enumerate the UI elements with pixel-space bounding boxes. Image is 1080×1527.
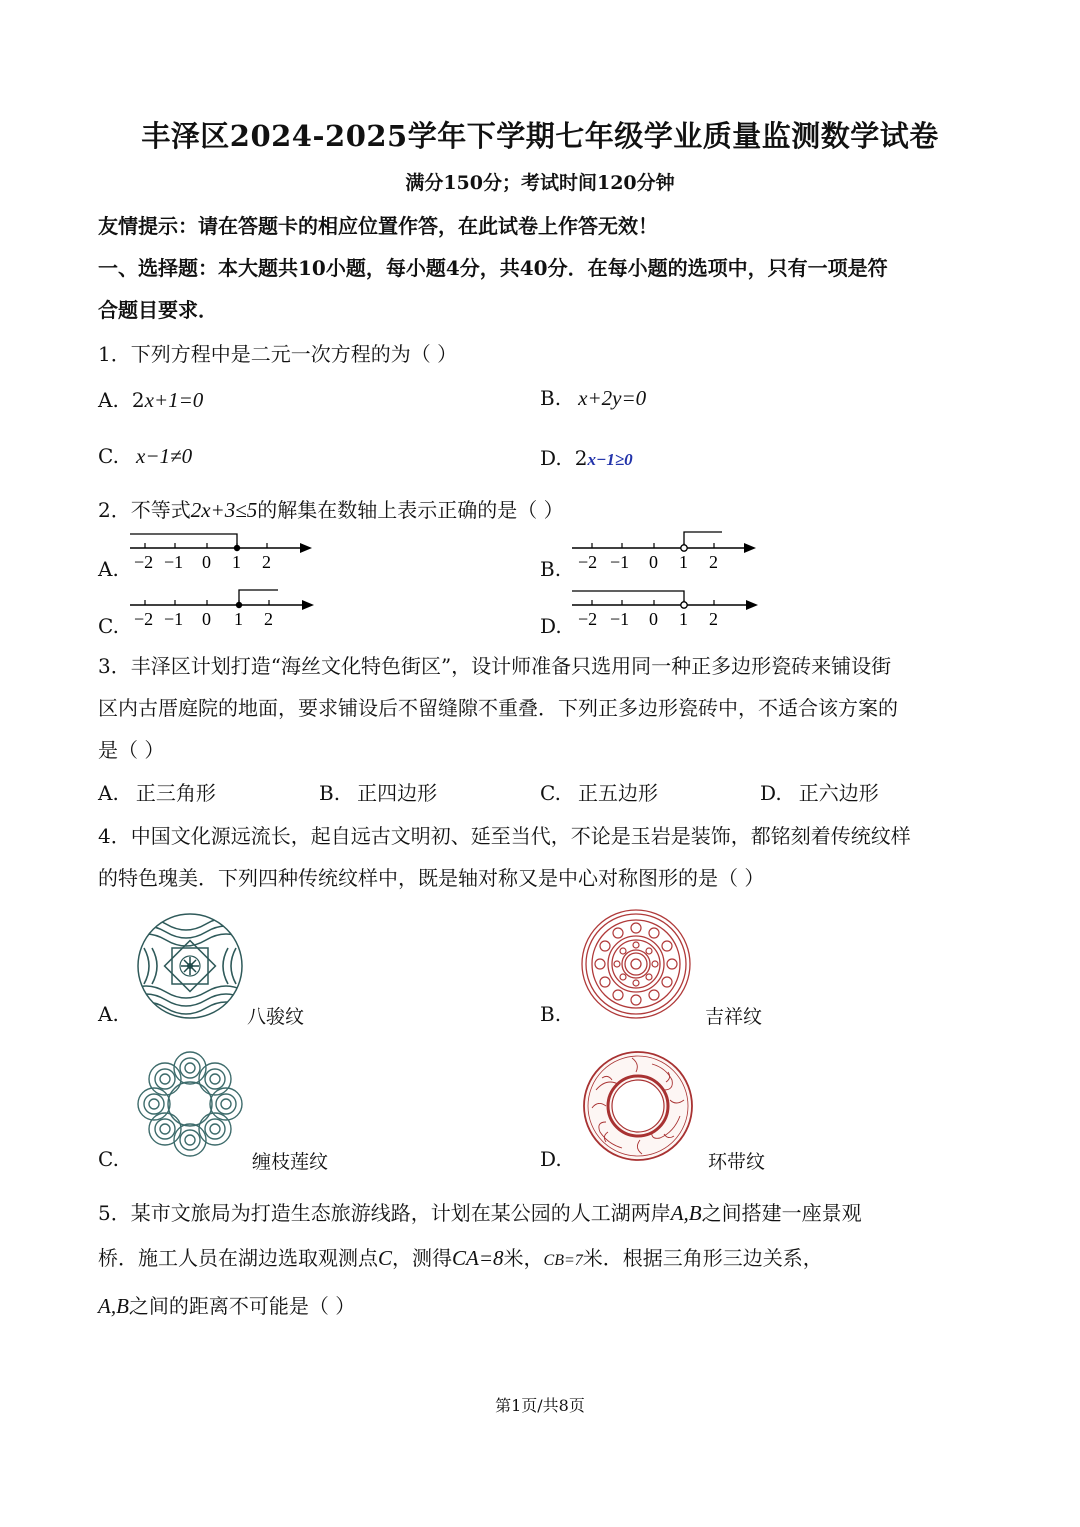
option-label: C. <box>540 781 561 805</box>
q5-l2-ca: CA=8 <box>452 1246 504 1270</box>
q4-line1: 4．中国文化源远流长，起自远古文明初、延至当代，不论是玉岩是装饰，都铭刻着传统纹样 <box>98 824 911 848</box>
option-expr: x−1≠0 <box>136 444 193 468</box>
tick-label: −2 <box>134 609 154 629</box>
q5-l1-expr: A,B <box>670 1201 702 1225</box>
tick-label: −1 <box>610 552 630 572</box>
q3-line3: 是（ ） <box>98 738 165 762</box>
q1-stem: 1．下列方程中是二元一次方程的为（ ） <box>98 342 458 366</box>
option-expr: x+1=0 <box>144 388 204 412</box>
q3-option-b <box>319 777 437 806</box>
q2-option-b-label: B. <box>540 557 562 581</box>
page-footer: 第1页/共8页 <box>495 1396 585 1415</box>
q2-number-line-a <box>128 530 328 570</box>
q5-l2-cb: CB=7 <box>543 1252 583 1269</box>
q5-l2-a: 桥．施工人员在湖边选取观测点 <box>98 1246 378 1270</box>
tick-label: −1 <box>610 609 630 629</box>
page-subtitle: 满分150分；考试时间120分钟 <box>405 172 675 194</box>
tick-label: −1 <box>164 609 184 629</box>
pattern-c-image <box>134 1048 246 1160</box>
section-heading-line2: 合题目要求． <box>98 298 218 322</box>
q3-option-d <box>760 777 879 806</box>
option-text: 正五边形 <box>578 781 659 805</box>
q4-option-d-name: 环带纹 <box>708 1151 766 1173</box>
q1-option-d <box>540 446 633 470</box>
q3-option-c <box>540 777 658 806</box>
tick-label: 2 <box>264 609 273 629</box>
option-prefix: 2 <box>131 388 145 412</box>
pattern-d-image <box>582 1050 694 1162</box>
q3-line1: 3．丰泽区计划打造“海丝文化特色街区”，设计师准备只选用同一种正多边形瓷砖来铺设街 <box>98 654 892 678</box>
tick-label: 0 <box>649 609 658 629</box>
q4-option-b-label: B. <box>540 1002 562 1026</box>
q2-number-line-b <box>570 530 770 570</box>
option-label: D. <box>760 781 782 805</box>
q5-l1-after: 之间搭建一座景观 <box>701 1201 862 1225</box>
q1-option-c <box>98 444 192 469</box>
option-label: A. <box>98 781 119 805</box>
option-text: 正四边形 <box>357 781 438 805</box>
page-title: 丰泽区2024-2025学年下学期七年级学业质量监测数学试卷 <box>141 119 939 153</box>
q2-stem-before: 2．不等式 <box>98 498 191 522</box>
tick-label: 1 <box>232 552 241 572</box>
q4-option-a-label: A. <box>98 1002 119 1026</box>
option-label: D. <box>540 446 562 470</box>
tick-label: 1 <box>679 609 688 629</box>
option-text: 正三角形 <box>135 781 216 805</box>
tick-label: 0 <box>202 552 211 572</box>
option-label: A. <box>98 388 119 412</box>
q2-number-line-c <box>128 587 328 627</box>
q5-line1 <box>98 1197 862 1226</box>
q5-l3-after: 之间的距离不可能是（ ） <box>128 1294 356 1318</box>
tick-label: 0 <box>202 609 211 629</box>
option-expr: x+2y=0 <box>578 386 647 410</box>
q2-stem <box>98 494 564 523</box>
tick-label: 0 <box>649 552 658 572</box>
q1-option-a <box>98 388 203 413</box>
q1-option-b <box>540 386 646 411</box>
tick-label: 1 <box>234 609 243 629</box>
q2-option-a-label: A. <box>98 557 119 581</box>
tick-label: 2 <box>709 552 718 572</box>
q5-l3-expr: A,B <box>98 1294 129 1318</box>
q2-option-c-label: C. <box>98 614 119 638</box>
section-heading-line1: 一、选择题：本大题共10小题，每小题4分，共40分．在每小题的选项中，只有一项是符 <box>98 256 888 280</box>
q5-line3 <box>98 1290 355 1319</box>
q5-l1-before: 5．某市文旅局为打造生态旅游线路，计划在某公园的人工湖两岸 <box>98 1201 671 1225</box>
pattern-a-image <box>136 912 244 1020</box>
tick-label: −2 <box>134 552 154 572</box>
tick-label: 2 <box>709 609 718 629</box>
tick-label: 1 <box>679 552 688 572</box>
tick-label: 2 <box>262 552 271 572</box>
q5-l2-b: ，测得 <box>392 1246 453 1270</box>
q5-l2-d: 米．根据三角形三边关系， <box>582 1246 823 1270</box>
q2-number-line-d <box>570 587 770 627</box>
q3-option-a <box>98 777 216 806</box>
option-expr: x−1≥0 <box>587 450 633 469</box>
option-text: 正六边形 <box>798 781 879 805</box>
q4-option-b-name: 吉祥纹 <box>705 1006 763 1028</box>
q3-line2: 区内古厝庭院的地面，要求铺设后不留缝隙不重叠．下列正多边形瓷砖中，不适合该方案的 <box>98 696 898 720</box>
option-label: B. <box>319 781 341 805</box>
tick-label: −1 <box>164 552 184 572</box>
q2-stem-after: 的解集在数轴上表示正确的是（ ） <box>257 498 564 522</box>
q5-line2 <box>98 1242 823 1271</box>
q4-option-c-name: 缠枝莲纹 <box>252 1151 329 1173</box>
tick-label: −2 <box>578 609 598 629</box>
option-label: C. <box>98 444 119 468</box>
option-label: B. <box>540 386 562 410</box>
pattern-b-image <box>580 908 692 1020</box>
notice: 友情提示：请在答题卡的相应位置作答，在此试卷上作答无效！ <box>98 214 658 238</box>
q4-line2: 的特色瑰美．下列四种传统纹样中，既是轴对称又是中心对称图形的是（ ） <box>98 866 765 890</box>
q5-l2-c: C <box>378 1246 393 1270</box>
q5-l2-c2: 米， <box>503 1246 544 1270</box>
q4-option-a-name: 八骏纹 <box>247 1006 305 1028</box>
tick-label: −2 <box>578 552 598 572</box>
q4-option-d-label: D. <box>540 1147 562 1171</box>
option-prefix: 2 <box>574 446 588 470</box>
q4-option-c-label: C. <box>98 1147 119 1171</box>
q2-option-d-label: D. <box>540 614 562 638</box>
q2-expr: 2x+3≤5 <box>190 498 258 522</box>
